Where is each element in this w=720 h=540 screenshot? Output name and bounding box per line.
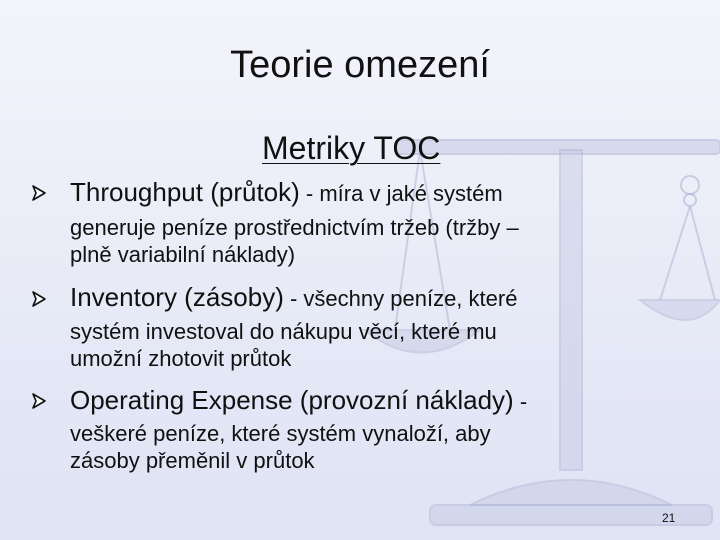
bullet-tail: - míra v jaké systém [299,181,503,206]
bullet-head: Inventory (zásoby) [70,282,284,312]
slide-title: Teorie omezení [230,44,490,86]
bullet-lead [70,384,527,418]
bullet-head: Operating Expense (provozní náklady) [70,385,514,415]
bullet-continuation [70,214,519,268]
arrow-bullet-icon [30,392,48,410]
bullet-line: plně variabilní náklady) [70,242,296,267]
slide-subtitle: Metriky TOC [262,130,441,166]
bullet-line: umožní zhotovit průtok [70,346,292,371]
page-number: 21 [662,511,676,525]
bullet-tail: - [513,389,528,414]
bullet-line: veškeré peníze, které systém vynaloží, aby [70,421,491,446]
arrow-bullet-icon [30,184,48,202]
bullet-tail: - všechny peníze, které [283,286,518,311]
bullet-head: Throughput (průtok) [70,177,300,207]
bullet-continuation [70,420,491,474]
bullet-line: generuje peníze prostřednictvím tržeb (tržby – [70,215,519,240]
bullet-continuation [70,318,497,372]
bullet-lead [70,176,503,210]
bullet-line: zásoby přeměnil v průtok [70,448,315,473]
bullet-lead [70,281,517,315]
arrow-bullet-icon [30,290,48,308]
bullet-line: systém investoval do nákupu věcí, které mu [70,319,497,344]
